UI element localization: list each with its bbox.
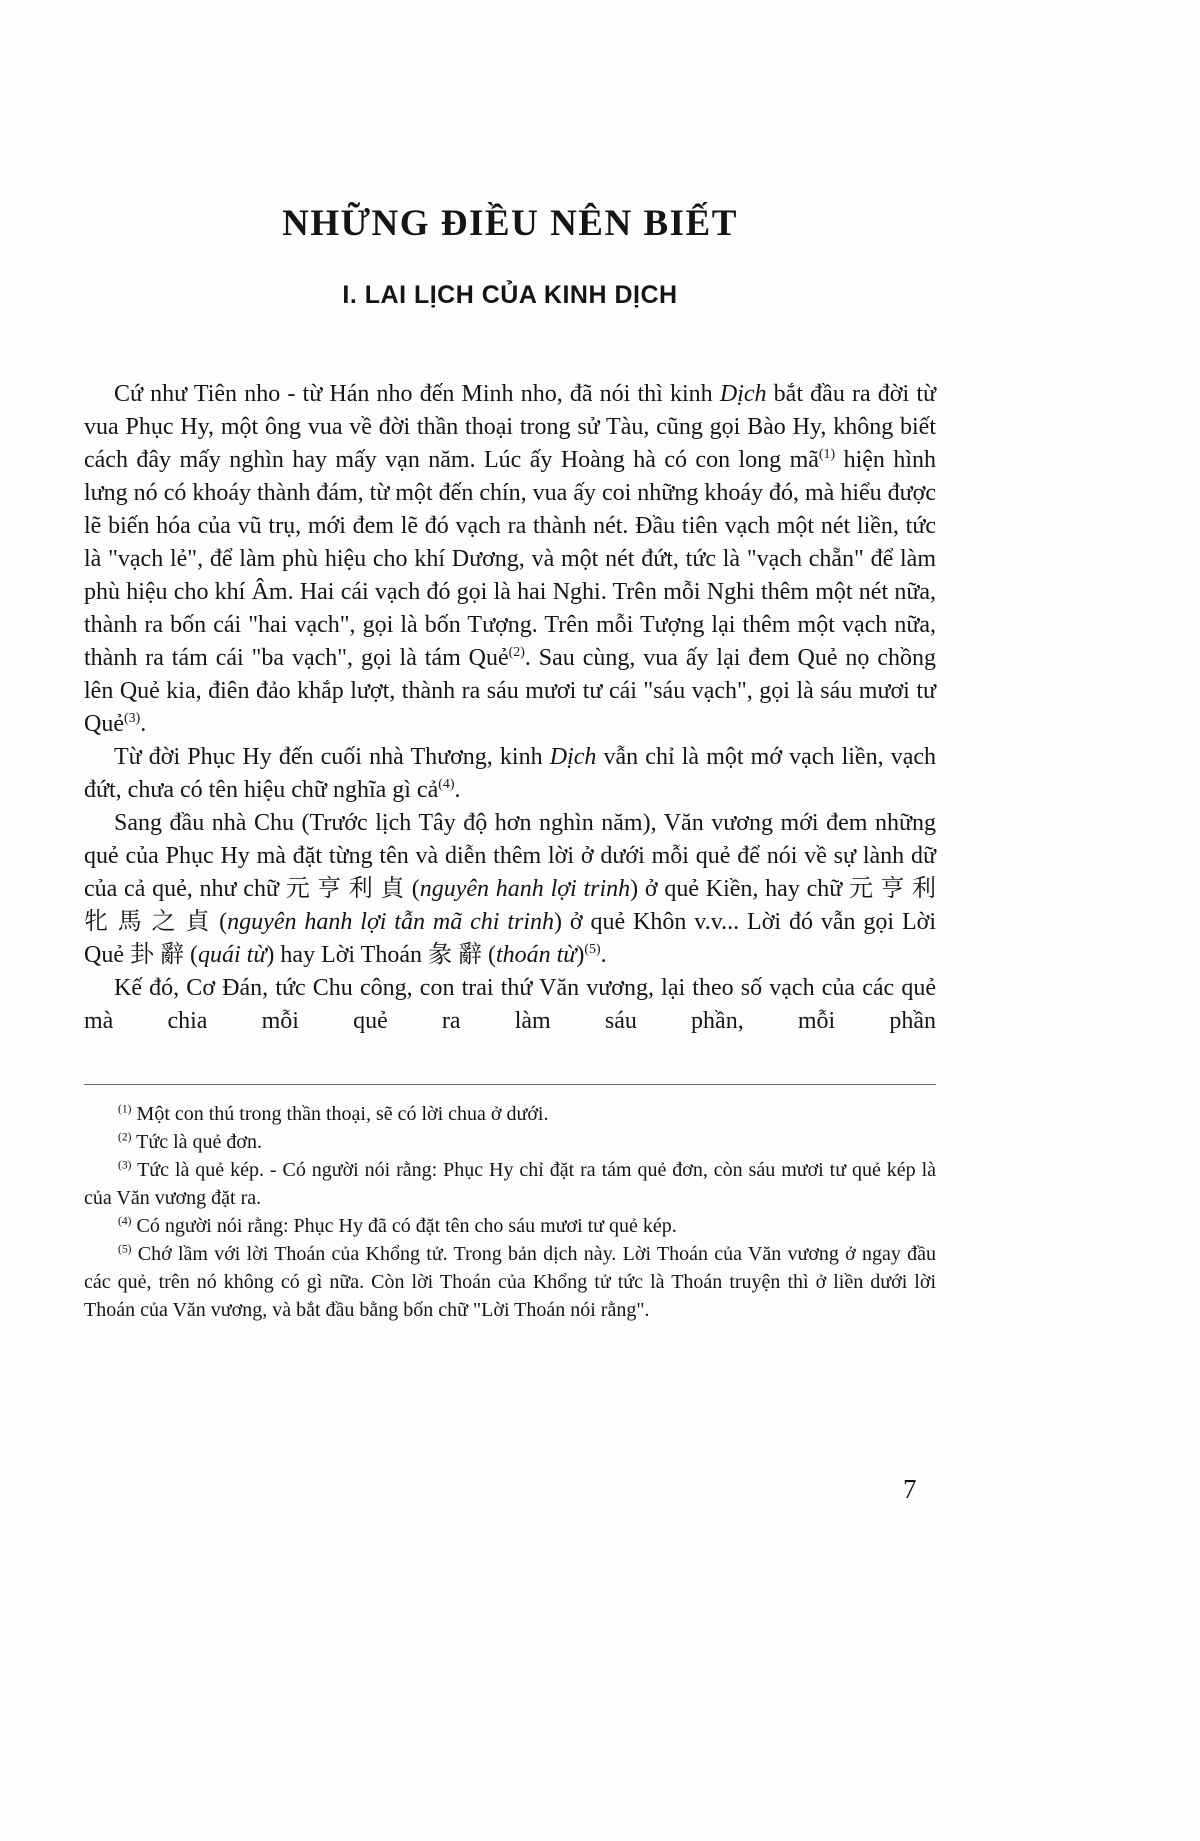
footnote-text: Một con thú trong thần thoại, sẽ có lời chua ở dưới. — [131, 1103, 549, 1125]
text-segment: Kế đó, Cơ Đán, tức Chu công, con trai thứ Văn vương, lại theo số vạch của các quẻ mà chia mỗi quẻ ra làm sáu phần, mỗi phần — [84, 975, 936, 1034]
paragraph — [84, 741, 936, 807]
paragraph — [84, 972, 936, 1038]
footnote — [84, 1156, 936, 1212]
footnote-marker: (4) — [118, 1214, 132, 1228]
footnote-ref: (3) — [123, 711, 141, 726]
footnote-text: Tức là quẻ đơn. — [131, 1131, 262, 1153]
text-segment: quái từ — [197, 942, 267, 968]
text-segment: Sang đầu nhà Chu (Trước lịch Tây độ hơn nghìn năm), Văn vương mới đem những quẻ của Phục Hy mà đặt từng tên và diễn thêm lời ở dưới mỗi quẻ để nói về sự lành dữ của cả quẻ, như chữ 元 亨 利 貞 ( — [84, 810, 936, 902]
paragraph — [84, 378, 936, 741]
footnote-list — [84, 1100, 936, 1324]
text-segment: . — [600, 942, 607, 968]
text-segment: Dịch — [719, 381, 767, 407]
footnote-ref: (1) — [818, 447, 836, 462]
paragraph — [84, 807, 936, 972]
text-segment: hiện hình lưng nó có khoáy thành đám, từ một đến chín, vua ấy coi những khoáy đó, mà hiểu được lẽ biến hóa của vũ trụ, mới đem lẽ đó vạch ra thành nét. Đầu tiên vạch một nét liền, tức là "vạch lẻ", để làm phù hiệu cho khí Dương, và một nét đứt, tức là "vạch chẵn" để làm phù hiệu cho khí Âm. Hai cái vạch đó gọi là hai Nghi. Trên mỗi Nghi thêm một nét nữa, thành ra bốn cái "hai vạch", gọi là bốn Tượng. Trên mỗi Tượng lại thêm một vạch nữa, thành ra tám cái "ba vạch", gọi là tám Quẻ — [84, 447, 936, 671]
footnote-text: Chớ lầm với lời Thoán của Khổng tử. Trong bản dịch này. Lời Thoán của Văn vương ở ngay đầu các quẻ, trên nó không có gì nữa. Còn lời Thoán của Khổng tử tức là Thoán truyện thì ở liền dưới lời Thoán của Văn vương, và bắt đầu bằng bốn chữ "Lời Thoán nói rằng". — [84, 1243, 936, 1321]
footnote-ref: (4) — [438, 777, 455, 792]
footnote — [84, 1212, 936, 1240]
text-segment: nguyên hanh lợi trinh — [419, 876, 631, 902]
footnote-marker: (2) — [118, 1130, 132, 1144]
text-segment: vẫn chỉ là một mớ vạch liền, vạch đứt, chưa có tên hiệu chữ nghĩa gì cả — [84, 744, 936, 803]
text-segment: thoán từ — [495, 942, 577, 968]
text-segment: ) hay Lời Thoán 彖 辭 ( — [266, 942, 496, 968]
body-text — [84, 378, 936, 1038]
footnote-text: Có người nói rằng: Phục Hy đã có đặt tên cho sáu mươi tư quẻ kép. — [131, 1215, 677, 1237]
section-heading: I. LAI LỊCH CỦA KINH DỊCH — [342, 281, 678, 309]
page-title: NHỮNG ĐIỀU NÊN BIẾT — [282, 203, 738, 244]
footnote-marker: (1) — [118, 1102, 132, 1116]
text-segment: ) ở quẻ Kiền, hay chữ 元 亨 利 牝 馬 之 貞 ( — [84, 876, 937, 935]
text-segment: ) — [576, 942, 585, 968]
footnote-ref: (2) — [508, 645, 525, 660]
text-segment: bắt đầu ra đời từ vua Phục Hy, một ông vua về đời thần thoại trong sử Tàu, cũng gọi Bào Hy, không biết cách đây mấy nghìn hay mấy vạn năm. Lúc ấy Hoàng hà có con long mã — [84, 381, 936, 473]
text-segment: nguyên hanh lợi tẫn mã chi trinh — [227, 909, 554, 935]
text-segment: . Sau cùng, vua ấy lại đem Quẻ nọ chồng lên Quẻ kia, điên đảo khắp lượt, thành ra sáu mươi tư cái "sáu vạch", gọi là sáu mươi tư Quẻ — [84, 645, 936, 737]
footnote — [84, 1240, 936, 1324]
text-segment: . — [454, 777, 461, 803]
footnotes-section — [84, 1084, 936, 1324]
text-segment: ) ở quẻ Khôn v.v... Lời đó vẫn gọi Lời Quẻ 卦 辭 ( — [84, 909, 936, 968]
footnote-text: Tức là quẻ kép. - Có người nói rằng: Phục Hy chỉ đặt ra tám quẻ đơn, còn sáu mươi tư quẻ kép là của Văn vương đặt ra. — [84, 1159, 936, 1209]
footnote — [84, 1128, 936, 1156]
text-segment: Cứ như Tiên nho - từ Hán nho đến Minh nho, đã nói thì kinh — [114, 381, 720, 407]
footnote — [84, 1100, 936, 1128]
page-content — [84, 0, 936, 1324]
text-segment: Từ đời Phục Hy đến cuối nhà Thương, kinh — [114, 744, 550, 770]
footnote-marker: (3) — [118, 1158, 132, 1172]
text-segment: . — [140, 711, 147, 737]
footnote-marker: (5) — [118, 1242, 132, 1256]
page-number: 7 — [903, 1474, 917, 1504]
text-segment: Dịch — [549, 744, 597, 770]
footnote-ref: (5) — [584, 942, 601, 957]
